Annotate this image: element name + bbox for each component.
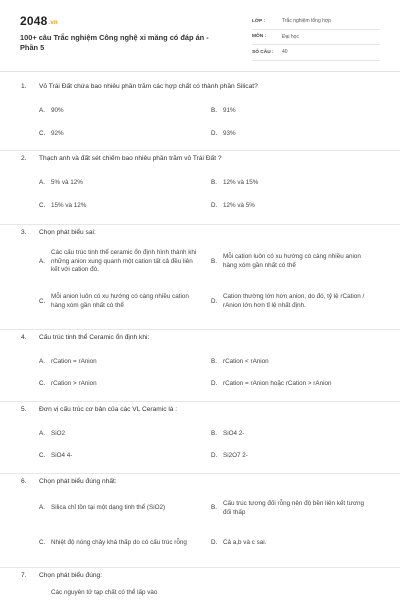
option-text: Nhiệt độ nóng chảy khá thấp do có cấu trúc rỗng — [51, 539, 187, 547]
option-text: 92% — [51, 130, 64, 138]
question-text — [20, 151, 380, 163]
option-b[interactable] — [211, 100, 383, 123]
option-text: SiO4 2- — [223, 429, 245, 437]
question-text — [20, 402, 380, 414]
header-divider — [0, 71, 400, 72]
meta-value: Đại học — [282, 33, 299, 40]
option-d[interactable] — [211, 526, 383, 561]
option-text: 12% và 5% — [223, 202, 255, 210]
option-letter: B. — [211, 504, 217, 512]
question-1 — [0, 79, 400, 151]
question-text — [20, 330, 380, 342]
option-letter: D. — [211, 379, 218, 387]
question-text — [20, 79, 380, 91]
option-letter: A. — [39, 429, 45, 437]
question-prompt: Cấu trúc tinh thể Ceramic ổn định khi: — [39, 334, 150, 341]
option-c[interactable] — [39, 123, 211, 146]
answer-options — [39, 423, 380, 467]
meta-value: 40 — [282, 49, 288, 56]
option-letter: D. — [211, 202, 218, 210]
option-text: rCation = rAnion hoặc rCation > rAnion — [223, 379, 332, 387]
question-number: 4. — [21, 334, 27, 341]
option-text: SiO2 — [51, 429, 65, 437]
option-letter: B. — [211, 107, 217, 115]
logo-tld: .vn — [48, 20, 58, 26]
option-text: 5% và 12% — [51, 179, 83, 187]
option-b[interactable] — [211, 491, 383, 526]
option-text: Cation thường lớn hơn anion, do đó, tỷ lệ rCation / rAnion lớn hơn tỉ lệ nhất định. — [223, 293, 365, 309]
question-text — [20, 225, 380, 237]
question-number: 6. — [21, 478, 27, 485]
option-text: 12% và 15% — [223, 179, 259, 187]
question-list — [0, 79, 400, 600]
option-letter: C. — [39, 297, 46, 305]
option-text: rCation > rAnion — [51, 379, 97, 387]
logo-text: 2048 — [20, 14, 48, 28]
option-letter: A. — [39, 357, 45, 365]
question-7 — [0, 568, 400, 600]
option-a[interactable] — [39, 351, 211, 373]
option-letter: C. — [39, 202, 46, 210]
question-4 — [0, 330, 400, 402]
option-letter: C. — [39, 130, 46, 138]
question-prompt: Chọn phát biểu sai: — [39, 229, 96, 236]
option-letter: B. — [211, 257, 217, 265]
question-text — [20, 474, 380, 486]
option-text: Si2O7 2- — [223, 451, 248, 459]
option-letter: A. — [39, 107, 45, 115]
option-text: 93% — [223, 130, 236, 138]
meta-key: MÔN : — [252, 34, 267, 40]
answer-options — [39, 242, 380, 322]
option-letter: D. — [211, 130, 218, 138]
option-d[interactable] — [211, 195, 383, 218]
meta-row-class — [252, 14, 380, 30]
option-text: rCation < rAnion — [223, 357, 269, 365]
option-text: rCation = rAnion — [51, 357, 97, 365]
site-logo[interactable] — [20, 14, 58, 28]
option-d[interactable] — [211, 123, 383, 146]
question-6 — [0, 474, 400, 568]
question-prompt: Thạch anh và đất sét chiếm bao nhiêu phần trăm vỏ Trái Đất ? — [39, 155, 222, 162]
question-number: 7. — [21, 572, 27, 579]
option-c[interactable] — [39, 195, 211, 218]
option-text: Cả a,b và c sai. — [223, 539, 267, 547]
option-a[interactable] — [39, 491, 211, 526]
option-c[interactable] — [39, 282, 211, 322]
option-a[interactable] — [39, 172, 211, 195]
option-a-partial[interactable] — [39, 589, 211, 600]
option-text: 15% và 12% — [51, 202, 87, 210]
answer-options — [39, 172, 380, 218]
option-c[interactable] — [39, 373, 211, 395]
option-text: SiO4 4- — [51, 451, 73, 459]
meta-info — [252, 14, 380, 61]
option-d[interactable] — [211, 373, 383, 395]
option-text: Mỗi cation luôn có xu hướng có càng nhiều anion hàng xóm gần nhất có thể — [223, 253, 361, 269]
answer-options — [39, 351, 380, 395]
option-d[interactable] — [211, 282, 383, 322]
question-number: 5. — [21, 406, 27, 413]
question-text — [20, 568, 380, 580]
question-2 — [0, 151, 400, 225]
question-5 — [0, 402, 400, 474]
option-letter: A. — [39, 257, 45, 265]
option-text: Silica chỉ tồn tại một dạng tinh thể (SiO2) — [51, 504, 166, 512]
meta-value: Trắc nghiệm tổng hợp — [282, 18, 331, 25]
question-number: 3. — [21, 229, 27, 236]
option-letter: C. — [39, 451, 46, 459]
option-text: 91% — [223, 107, 236, 115]
option-letter: D. — [211, 451, 218, 459]
meta-key: SỐ CÂU : — [252, 49, 274, 55]
meta-row-subject — [252, 30, 380, 46]
option-text: Các nguyên tử tạp chất có thể lấp vào — [51, 589, 158, 596]
option-letter: B. — [211, 429, 217, 437]
answer-options — [39, 491, 380, 561]
option-text: Cấu trúc tương đối rỗng nên độ bền liên kết tương đối thấp — [223, 499, 364, 516]
option-letter: C. — [39, 539, 46, 547]
option-b[interactable] — [211, 351, 383, 373]
question-prompt: Chọn phát biểu đúng: — [39, 572, 103, 579]
option-text: Mỗi anion luôn có xu hướng có càng nhiều cation hàng xóm gần nhất có thể — [51, 293, 189, 309]
answer-options — [39, 589, 380, 600]
question-prompt: Chọn phát biểu đúng nhất: — [39, 478, 117, 485]
question-prompt: Vỏ Trái Đất chứa bao nhiêu phần trăm các hợp chất có thành phần Silicat? — [39, 83, 258, 90]
question-number: 1. — [21, 83, 27, 90]
document-title: 100+ câu Trắc nghiệm Công nghệ xi măng có đáp án - Phần 5 — [20, 33, 209, 52]
option-c[interactable] — [39, 526, 211, 561]
question-number: 2. — [21, 155, 27, 162]
option-letter: A. — [39, 504, 45, 512]
answer-options — [39, 100, 380, 146]
question-prompt: Đơn vị cấu trúc cơ bản của các VL Ceramic là : — [39, 406, 178, 413]
option-a[interactable] — [39, 100, 211, 123]
question-3 — [0, 225, 400, 330]
option-b[interactable] — [211, 172, 383, 195]
meta-key: LỚP : — [252, 18, 266, 24]
option-b[interactable] — [211, 423, 383, 445]
option-text: Các cấu trúc tinh thể ceramic ổn định hình thành khi những anion xung quanh một cation tất cả đều liên kết với cation đó. — [51, 248, 197, 274]
option-letter: B. — [211, 357, 217, 365]
option-a[interactable] — [39, 423, 211, 445]
option-letter: C. — [39, 379, 46, 387]
option-b[interactable] — [211, 242, 383, 282]
option-text: 90% — [51, 107, 64, 115]
option-letter: D. — [211, 297, 218, 305]
option-c[interactable] — [39, 445, 211, 467]
meta-row-count — [252, 45, 380, 61]
option-letter: A. — [39, 179, 45, 187]
option-letter: D. — [211, 539, 218, 547]
option-d[interactable] — [211, 445, 383, 467]
option-letter: B. — [211, 179, 217, 187]
option-a[interactable] — [39, 242, 211, 282]
